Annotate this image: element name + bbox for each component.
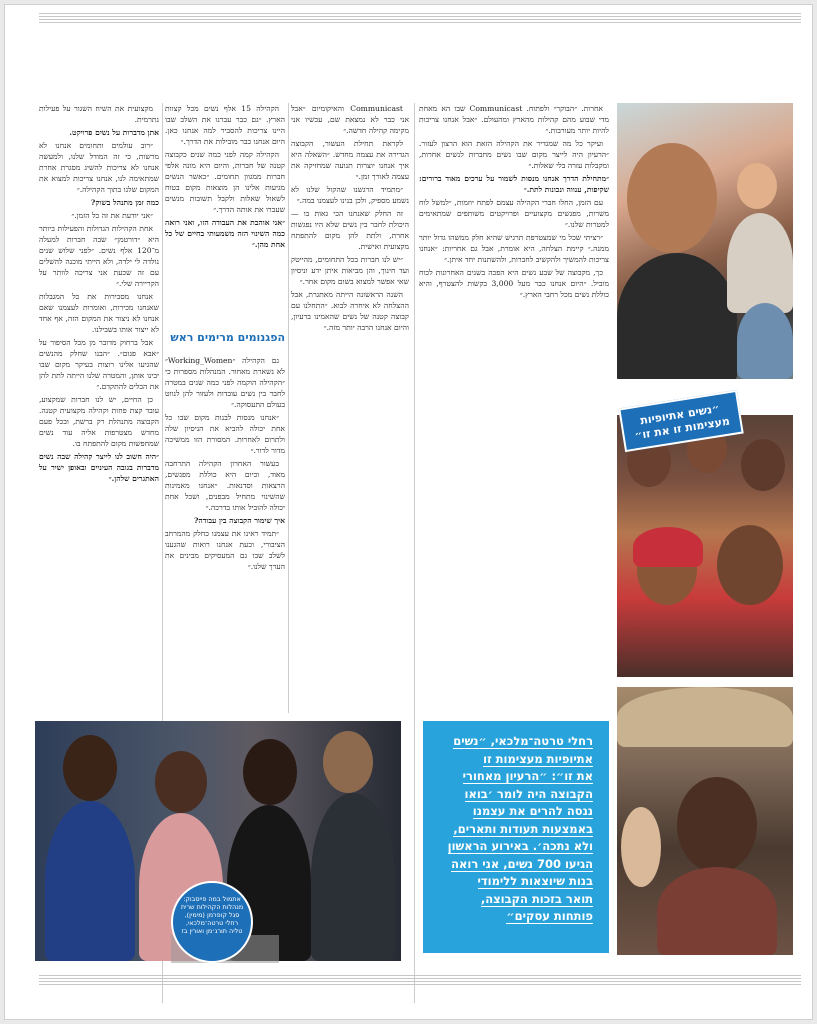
shirt-shape [657,867,777,955]
article-column-1 [39,103,159,711]
quote-line: ולא נתכה׳. באירוע הראשון [447,839,593,853]
section-tag: ״נשים אתיופיות מעצימות זו את זו״ [618,390,743,452]
paragraph: השנה הראשונה הייתה מאתגרת, אבל ההצלחה לא איחרה לבוא. ״התחלנו עם קבוצה קטנה של נשים שהאמינו ברעיון, והיום אנחנו הרבה יותר מזה.״ [291,290,409,332]
headscarf-shape [633,527,703,567]
shirt-shape [727,213,793,313]
column-divider [414,103,415,1003]
paragraph: ״אנחנו מנסות לבנות מקום שבו כל אחת יכולה להביא את הניסיון שלה ולתרום לאחרות. המסורת הזו ממשיכה מדור לדור.״ [165,413,285,455]
paragraph: הקהילה 15 אלף נשים מכל קצוות הארץ. ״גם כבר עברנו את השלב שבו היינו צריכות להסביר למה אנחנו כאן. היום אנחנו כבר מובילות את הדרך.״ [165,104,285,146]
face-shape [741,439,785,491]
paragraph: הקהילה קמה לפני כמה שנים כקבוצה קטנה של חברות, והיום היא מונה אלפי חברות ממגוון תחומים. ״כאשר הנשים מגיעות אלינו הן מוצאות מקום בטוח לשאול שאלות ולקבל תשובות מנשים שעברו את אותה הדרך.״ [165,150,285,214]
paragraph: ״יש לנו חברות בכל התחומים, מהייטק ועד חינוך, והן מביאות איתן ידע וניסיון שאי אפשר למצוא בשום מקום אחר.״ [291,255,409,286]
column-divider [288,103,289,713]
jacket-shape [45,801,135,961]
paragraph: ״רוב עולמים ותחומים אנחנו לא מרשות, כי זה המודל שלנו, ולמעשה אנחנו לא צריכות להשיג מסגרת אחרת שמתאימה לנו, אנחנו צריכות למצוא את המקום שלנו בתוך הקהילה.״ [39,141,159,194]
subheading: איך שימור הקבוצה בין עבודה? [193,516,285,525]
paragraph: זה החלק שאנחנו הכי גאות בו — היכולת לחבר בין נשים שלא היו נפגשות אחרת, ולתת להן מקום להתפתח מקצועית ואישית. [291,209,409,251]
quote-line: את זו״: ״הרעיון מאחורי [462,769,593,783]
paragraph: ״אני יודעת את זה כל הזמן.״ [71,211,153,220]
blazer-shape [311,793,395,961]
paragraph: כן החיים, יש לנו חברות שמקצוע, עובד קצת פחות וקהילה מקצועית קטנה. הקבוצה מתנהלת רק ברשת, ובכל פעם מחדש מצטרפות אליה עוד נשים שמחפשות מקום להתפתח בו. [39,395,159,448]
face-shape [621,807,661,887]
paragraph: ועיקר כל מה שמגדיר את הקהילה הזאת הוא הרצון לעזור. ״הרעיון היה לייצר מקום שבו נשים מחברות לנשים אחרות, ומקבלות עזרה בלי שאלות.״ [419,139,609,170]
quote-line: הגיעו 700 נשים, אני רואה [451,856,593,871]
paragraph: אנחנו מסבירות את כל המגבלות שאנחנו מכירות, ואומרות לעצמנו שאם אנחנו לא ניצור את המקום הזה, אף אחד לא ייצור אותו בשבילנו. [39,292,159,334]
hair-shape [323,731,373,793]
quote-line: באמצעות תעודות ותארים, [453,821,593,836]
paragraph: ״אני אוהבת את העבודה הזו, ואני רואה כמה השינוי הזה משמעותי בחיים של כל אחת מהן.״ [165,218,285,249]
photo-audience-women [617,415,793,677]
article-column-2 [165,103,285,325]
paragraph: אבל ברחוק מדובר מן מכל הסיפור על ״אבא פגום״. ״הבנו שחלק מהנשים שהגיעו אלינו רוצות בעיקר מקום שבו יבינו אותן, והמטרה שלנו הייתה לתת להן את הכלים להתקדם.״ [39,338,159,391]
article-column-3 [291,103,409,711]
hair-shape [155,751,207,813]
photo-man-with-crowd [617,103,793,379]
article-column-4 [419,103,609,711]
paragraph: ״מתמיד הרגשנו שהקול שלנו לא נשמע מספיק, ולכן בנינו לעצמנו במה.״ [291,185,409,205]
face-shape [717,525,783,605]
quote-line: בנות שיוצאות ללימודי [477,874,593,888]
shirt-shape [737,303,793,379]
paragraph: גם הקהילה ״Working_Women״ לא נשארת מאחור. המנהלות מספרות כי ״הקהילה הוקמה לפני כמה שנים במטרה לחבר בין נשים עובדות ולעזור להן לנווט בעולם התעסוקה.״ [165,356,285,409]
background-wall [617,687,793,747]
paragraph: ״היה חשוב לנו לייצר קהילה שבה נשים מדברות בגובה העיניים ובאופן ישיר על האתגרים שלהן.״ [39,452,159,483]
face-shape [737,163,777,209]
face-shape [627,143,717,253]
pull-quote [423,721,609,953]
bottom-rule [39,975,801,989]
hair-shape [243,739,297,805]
quote-line: אתיופיות מעצימות זו [483,751,593,766]
paragraph: מקצועית את השיח השגור על פעילות נתרמית. [39,104,159,124]
photo-caption: אתמול במה פייסבוק: מנהלות הקהילות שרית סגל קופרמן (מימין), רחלי טרטה־מלכאי, טליה תורג׳מן ואורין בז [171,881,253,963]
quote-line: תואר בזכות הקבוצה, [480,891,593,906]
paragraph: אחת הקהילות הגדולות והפעילות ביותר היא ״דורטמן״ שבה חברות למעלה מ־120 אלף נשים. ״לפני שלוש שנים נולדה לי ילדה, ולא הייתי מוכנה להשלים עם זה שכעת אני צריכה לוותר על הקריירה שלי.״ [39,224,159,288]
paragraph: בעשור האחרון הקהילה התרחבה מאוד, וכיום היא כוללת מפגשים, הרצאות וסדנאות. ״אנחנו מאמינות שהשינוי מתחיל מבפנים, ושכל אחת יכולה להוביל אותו בדרכה.״ [165,459,285,512]
section-headline: הפגנומים מרימים ראש [170,331,285,344]
quote-line: הקבוצה היה לומר ׳בואו [464,786,593,801]
paragraph: עם הזמן, החלו חברי הקהילה עצמם לפתח יוזמות, ״למשל לוח משרות, מפגשים מקצועיים ופרויקטים משותפים שמתאימים למטרות שלנו.״ [419,198,609,229]
quote-line: פותחות עסקים״ [506,909,593,923]
paragraph: ״תמיד ראינו את עצמנו כחלק מהמרחב הציבורי, וכעת אנחנו רואות שהגענו לשלב שבו גם המעסיקים מבינים את הערך שלנו.״ [165,529,285,571]
quote-line: ננסה להרים את עצמנו [472,804,593,818]
newspaper-page [4,4,813,1020]
hair-shape [63,735,117,801]
subheading: אתן מדברות על נשים פרויקט. [69,128,159,137]
paragraph: ״רציתי שכל מי שמצטרפת תרגיש שהיא חלק ממשהו גדול יותר ממנה.״ קיימת הצלחה, היא אומרת, אבל גם אחריות: ״אנחנו צריכות להמשיך ולהקשיב לחברות, ולהשתנות יחד איתן.״ [419,233,609,264]
subheading: כמה זמן מתנהל בשוק? [90,198,159,207]
article-column-2-lower [165,355,285,713]
paragraph: אחרות. ״הבוקר״ ולפתוח. Communicast שבו הא מאחת מדי שבוע מהם קהילות מהארץ ומהעולם. ״אבל אנחנו צריכות להיות יותר מעורבות.״ [419,104,609,135]
paragraph: Communicast והאיקומיום ״אבל אני כבר לא נמצאת שם, עכשיו אני מקימה קהילה חדשה.״ [291,104,409,135]
photo-audience-seated [617,687,793,955]
paragraph: ״מתחילת הדרך אנחנו מנסות לשמור על ערכים מאוד ברורים: שקיפות, ענווה ונכונות לתת.״ [419,174,609,194]
paragraph: לקראת תחילת העשור, הקבוצה הגדירה את עצמה מחדש. ״השאלה היא איך אנחנו יוצרות תנועה שמחזיקה את עצמה לאורך זמן.״ [291,139,409,181]
top-rule [39,13,801,27]
hair-shape [677,777,757,873]
paragraph: כך, מקבוצה של שבע נשים היא הפכה בשנים האחרונות לכוח מוביל. ״היום אנחנו כבר מעל 3,000 בקשות להצטרף, והיא כוללת נשים מכל רחבי הארץ.״ [419,268,609,299]
quote-line: רחלי טרטה־מלכאי, ״נשים [453,734,593,748]
shirt-shape [617,253,737,379]
